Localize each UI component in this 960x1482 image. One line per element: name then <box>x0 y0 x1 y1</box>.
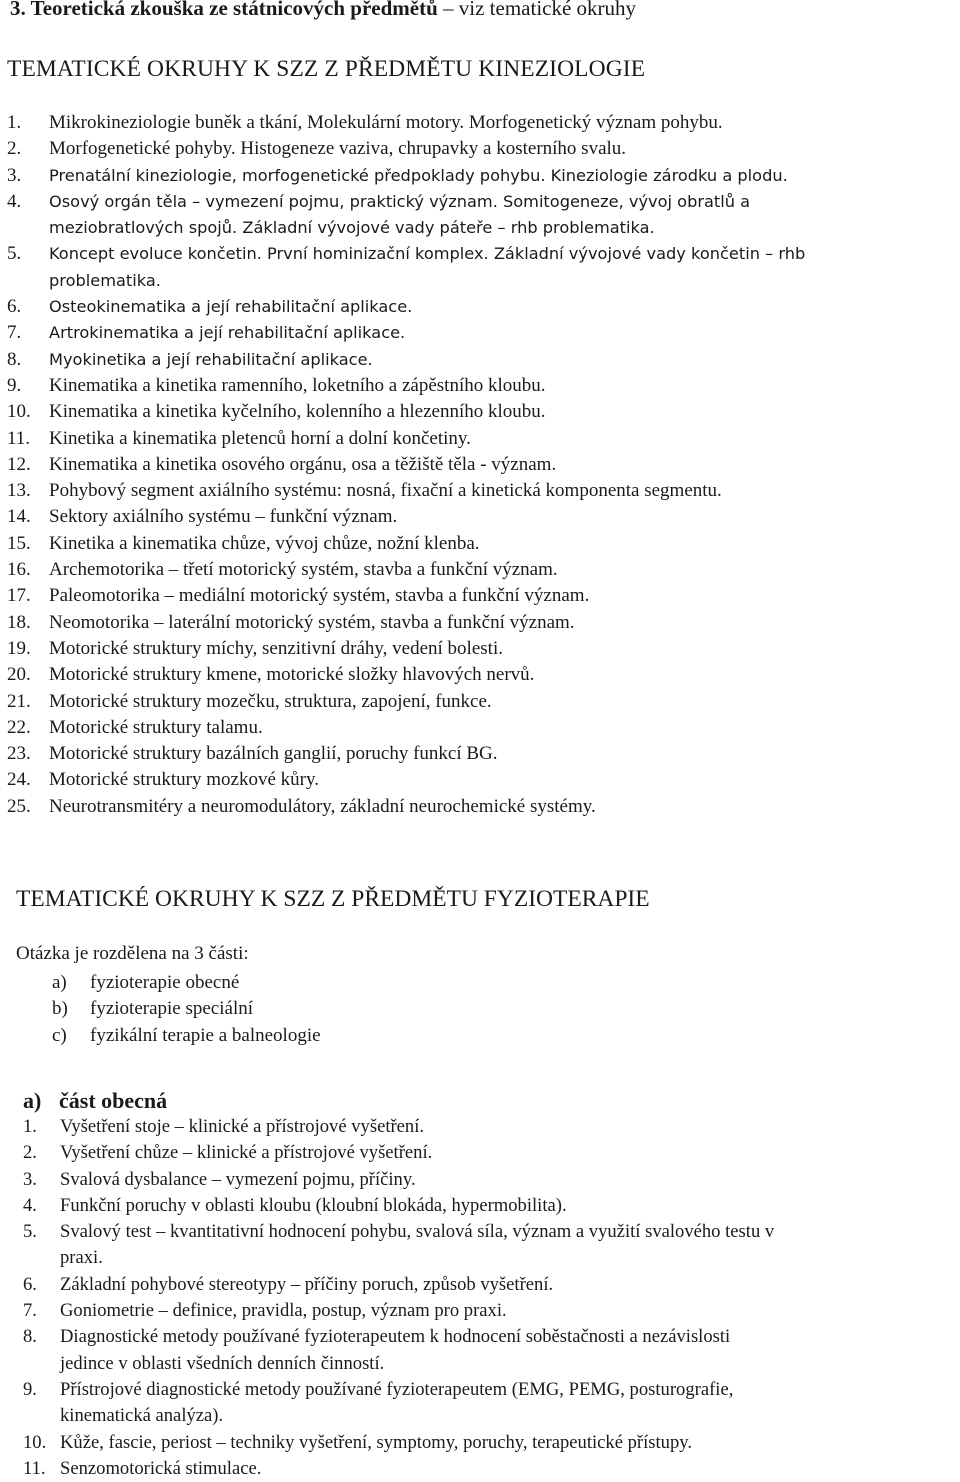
item-number: 4. <box>23 1194 37 1216</box>
item-number: 14. <box>7 506 31 528</box>
item-number: 23. <box>7 743 31 765</box>
part-item <box>52 1023 321 1049</box>
list-item <box>7 478 960 504</box>
list-item <box>7 767 960 793</box>
part-label: c) <box>52 1024 67 1046</box>
list-item <box>7 794 960 820</box>
section-heading <box>10 0 636 21</box>
list-item <box>7 557 960 583</box>
item-text: Kůže, fascie, periost – techniky vyšetření, symptomy, poruchy, terapeutické přístupy. <box>60 1431 693 1453</box>
item-text-line1: Koncept evoluce končetin. První hominizační komplex. Základní vývojové vady končetin – rhb <box>49 244 806 264</box>
list-item <box>7 320 960 346</box>
list-item <box>7 399 960 425</box>
list-item <box>7 662 960 688</box>
item-text: Senzomotorická stimulace. <box>60 1457 262 1479</box>
item-text: Paleomotorika – mediální motorický systém, stavba a funkční význam. <box>49 585 590 607</box>
item-number: 6. <box>23 1273 37 1295</box>
item-number: 12. <box>7 453 31 475</box>
part-item <box>52 996 321 1022</box>
item-text: Sektory axiálního systému – funkční význam. <box>49 506 398 528</box>
parts-list <box>52 970 321 1049</box>
item-number: 11. <box>7 427 31 449</box>
item-number: 18. <box>7 611 31 633</box>
item-text: Myokinetika a její rehabilitační aplikace. <box>49 349 373 369</box>
item-text: Vyšetření chůze – klinické a přístrojové vyšetření. <box>60 1142 433 1164</box>
item-text: Základní pohybové stereotypy – příčiny poruch, způsob vyšetření. <box>60 1273 554 1295</box>
item-text: Motorické struktury bazálních ganglií, poruchy funkcí BG. <box>49 743 498 765</box>
list-item <box>23 1219 943 1272</box>
list-item <box>7 347 960 373</box>
list-item <box>7 426 960 452</box>
item-number: 15. <box>7 532 31 554</box>
item-text: Goniometrie – definice, pravidla, postup, význam pro praxi. <box>60 1300 507 1322</box>
list-item <box>7 241 960 294</box>
list-item <box>7 189 960 242</box>
section-a-heading <box>23 1088 167 1114</box>
item-text: Pohybový segment axiálního systému: nosná, fixační a kinetická komponenta segmentu. <box>49 480 722 502</box>
section-a-label: a) <box>23 1088 42 1113</box>
list-item <box>7 294 960 320</box>
item-text-line1: Diagnostické metody používané fyzioterapeutem k hodnocení soběstačnosti a nezávislosti <box>60 1326 731 1348</box>
list-item <box>23 1167 943 1193</box>
list-item <box>7 163 960 189</box>
list-item <box>7 373 960 399</box>
item-number: 4. <box>7 190 22 212</box>
list-item <box>23 1430 943 1456</box>
item-number: 16. <box>7 559 31 581</box>
list-item <box>23 1298 943 1324</box>
item-text-line2: jedince v oblasti všedních denních činností. <box>60 1352 385 1374</box>
list-item <box>7 136 960 162</box>
item-number: 10. <box>7 401 31 423</box>
section-heading-note: – viz tematické okruhy <box>437 0 637 20</box>
item-text: Motorické struktury kmene, motorické složky hlavových nervů. <box>49 664 535 686</box>
item-number: 3. <box>23 1168 37 1190</box>
kineziologie-list <box>7 110 960 820</box>
list-item <box>7 531 960 557</box>
item-text-line2: meziobratlových spojů. Základní vývojové vady páteře – rhb problematika. <box>49 218 655 238</box>
section-a-title: část obecná <box>59 1088 168 1113</box>
item-text-line1: Osový orgán těla – vymezení pojmu, praktický význam. Somitogeneze, vývoj obratlů a <box>49 191 751 211</box>
item-text: Funkční poruchy v oblasti kloubu (kloubní blokáda, hypermobilita). <box>60 1194 567 1216</box>
item-number: 9. <box>7 374 22 396</box>
item-text: Motorické struktury mozečku, struktura, zapojení, funkce. <box>49 690 492 712</box>
list-item <box>7 452 960 478</box>
item-text-line2: problematika. <box>49 270 161 290</box>
part-item <box>52 970 321 996</box>
item-number: 9. <box>23 1378 37 1400</box>
item-number: 2. <box>7 138 22 160</box>
list-item <box>7 110 960 136</box>
fyzioterapie-title: TEMATICKÉ OKRUHY K SZZ Z PŘEDMĚTU FYZIOTERAPIE <box>16 886 650 912</box>
list-item <box>23 1272 943 1298</box>
item-number: 10. <box>23 1431 47 1453</box>
item-text: Mikrokineziologie buněk a tkání, Molekulární motory. Morfogenetický význam pohybu. <box>49 112 723 133</box>
item-number: 24. <box>7 769 31 791</box>
item-text-line1: Svalový test – kvantitativní hodnocení pohybu, svalová síla, význam a využití svalového testu v <box>60 1221 775 1243</box>
item-text: Prenatální kineziologie, morfogenetické předpoklady pohybu. Kineziologie zárodku a plodu. <box>49 165 788 185</box>
item-number: 7. <box>23 1300 37 1322</box>
item-number: 22. <box>7 716 31 738</box>
section-heading-bold: 3. Teoretická zkouška ze státnicových předmětů <box>10 0 438 20</box>
item-text: Neomotorika – laterální motorický systém, stavba a funkční význam. <box>49 611 575 633</box>
item-text-line2: kinematická analýza). <box>60 1405 224 1427</box>
item-text: Morfogenetické pohyby. Histogeneze vaziva, chrupavky a kosterního svalu. <box>49 138 627 160</box>
list-item <box>7 583 960 609</box>
list-item <box>23 1114 943 1140</box>
kineziologie-title: TEMATICKÉ OKRUHY K SZZ Z PŘEDMĚTU KINEZIOLOGIE <box>7 56 646 82</box>
item-text: Kinematika a kinetika kyčelního, kolenního a hlezenního kloubu. <box>49 401 546 423</box>
item-text: Motorické struktury mozkové kůry. <box>49 769 319 791</box>
list-item <box>7 715 960 741</box>
item-number: 8. <box>7 348 22 370</box>
item-text: Motorické struktury míchy, senzitivní dráhy, vedení bolesti. <box>49 637 503 659</box>
fyzioterapie-intro: Otázka je rozdělena na 3 části: <box>16 943 249 964</box>
item-text: Archemotorika – třetí motorický systém, stavba a funkční význam. <box>49 559 558 581</box>
item-number: 2. <box>23 1142 37 1164</box>
list-item <box>7 610 960 636</box>
item-number: 7. <box>7 322 22 344</box>
list-item <box>23 1193 943 1219</box>
item-text: Svalová dysbalance – vymezení pojmu, příčiny. <box>60 1168 416 1190</box>
item-number: 6. <box>7 296 22 318</box>
item-number: 13. <box>7 480 31 502</box>
item-text: Kinematika a kinetika ramenního, loketního a zápěstního kloubu. <box>49 374 546 396</box>
item-number: 21. <box>7 690 31 712</box>
part-text: fyzikální terapie a balneologie <box>90 1024 321 1046</box>
item-text: Osteokinematika a její rehabilitační aplikace. <box>49 297 413 317</box>
item-number: 11. <box>23 1457 46 1479</box>
item-number: 5. <box>23 1221 37 1243</box>
list-item <box>23 1456 943 1482</box>
part-text: fyzioterapie obecné <box>90 972 240 993</box>
item-number: 8. <box>23 1326 37 1348</box>
item-text: Kinetika a kinematika pletenců horní a dolní končetiny. <box>49 427 471 449</box>
item-text: Vyšetření stoje – klinické a přístrojové vyšetření. <box>60 1116 425 1137</box>
list-item <box>7 741 960 767</box>
item-text: Kinematika a kinetika osového orgánu, osa a těžiště těla - význam. <box>49 453 557 475</box>
part-text: fyzioterapie speciální <box>90 998 254 1020</box>
item-number: 17. <box>7 585 31 607</box>
item-number: 1. <box>23 1116 37 1137</box>
item-number: 25. <box>7 795 31 817</box>
item-text: Neurotransmitéry a neuromodulátory, základní neurochemické systémy. <box>49 795 596 817</box>
list-item <box>23 1324 943 1377</box>
item-text: Motorické struktury talamu. <box>49 716 263 738</box>
item-number: 1. <box>7 112 22 133</box>
list-item <box>7 504 960 530</box>
list-item <box>7 689 960 715</box>
part-label: a) <box>52 972 67 993</box>
item-text: Kinetika a kinematika chůze, vývoj chůze, nožní klenba. <box>49 532 480 554</box>
section-a-list <box>23 1114 943 1482</box>
list-item <box>23 1377 943 1430</box>
item-text: Artrokinematika a její rehabilitační aplikace. <box>49 323 406 343</box>
item-text-line1: Přístrojové diagnostické metody používané fyzioterapeutem (EMG, PEMG, posturografie, <box>60 1378 734 1400</box>
item-number: 19. <box>7 637 31 659</box>
part-label: b) <box>52 998 68 1020</box>
item-number: 3. <box>7 164 22 186</box>
item-number: 5. <box>7 243 22 265</box>
item-number: 20. <box>7 664 31 686</box>
item-text-line2: praxi. <box>60 1247 103 1269</box>
list-item <box>7 636 960 662</box>
list-item <box>23 1140 943 1166</box>
